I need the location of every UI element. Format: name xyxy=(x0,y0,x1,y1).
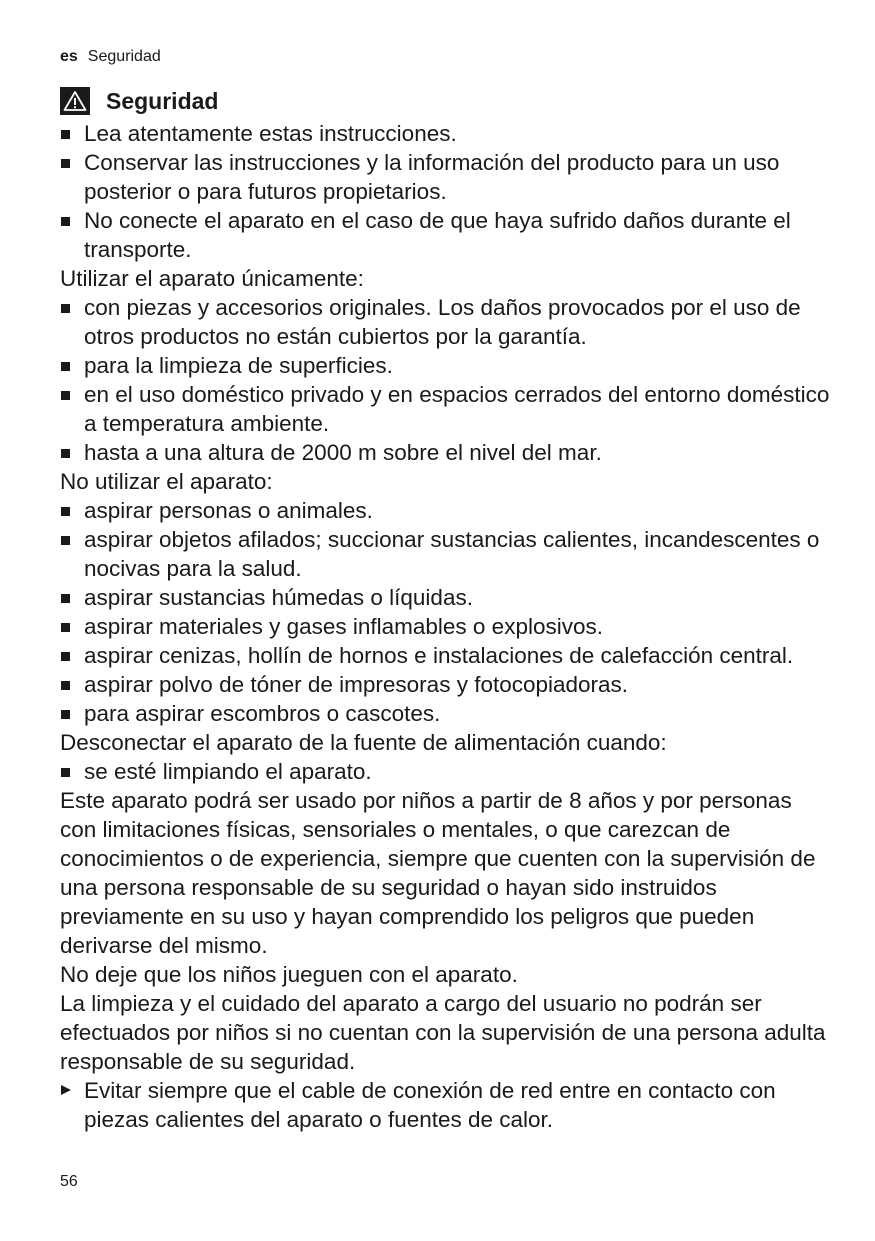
section-heading xyxy=(60,86,218,116)
children-play-paragraph: No deje que los niños jueguen con el aparato. xyxy=(60,962,518,987)
disconnect-intro: Desconectar el aparato de la fuente de alimentación cuando: xyxy=(60,730,667,755)
general-instructions-list xyxy=(60,119,830,264)
prohibited-use-intro: No utilizar el aparato: xyxy=(60,469,273,494)
list-item: para la limpieza de superficies. xyxy=(60,351,830,380)
list-item: para aspirar escombros o cascotes. xyxy=(60,699,830,728)
permitted-use-list xyxy=(60,293,830,467)
running-header xyxy=(60,47,161,67)
children-use-paragraph: Este aparato podrá ser usado por niños a partir de 8 años y por personas con limitaciones físicas, sensoriales o mentales, o que carezcan de conocimientos o de experiencia, siempre que cuenten con la supervisión de una persona responsable de su seguridad o hayan sido instruidos previamente en su uso y hayan comprendido los peligros que pueden derivarse del mismo. xyxy=(60,788,816,958)
page-number: 56 xyxy=(60,1173,78,1190)
list-item: aspirar sustancias húmedas o líquidas. xyxy=(60,583,830,612)
list-item: hasta a una altura de 2000 m sobre el nivel del mar. xyxy=(60,438,830,467)
list-item: aspirar polvo de tóner de impresoras y fotocopiadoras. xyxy=(60,670,830,699)
list-item: aspirar materiales y gases inflamables o explosivos. xyxy=(60,612,830,641)
prohibited-use-list xyxy=(60,496,830,728)
list-item: con piezas y accesorios originales. Los daños provocados por el uso de otros productos no están cubiertos por la garantía. xyxy=(60,293,830,351)
list-item: aspirar cenizas, hollín de hornos e instalaciones de calefacción central. xyxy=(60,641,830,670)
action-step: Evitar siempre que el cable de conexión de red entre en contacto con piezas calientes del aparato o fuentes de calor. xyxy=(60,1076,830,1134)
permitted-use-intro: Utilizar el aparato únicamente: xyxy=(60,266,364,291)
warning-triangle-icon xyxy=(60,87,90,115)
list-item: Lea atentamente estas instrucciones. xyxy=(60,119,830,148)
list-item: No conecte el aparato en el caso de que haya sufrido daños durante el transporte. xyxy=(60,206,830,264)
action-steps xyxy=(60,1076,830,1134)
list-item: en el uso doméstico privado y en espacios cerrados del entorno doméstico a temperatura ambiente. xyxy=(60,380,830,438)
section-title: Seguridad xyxy=(106,88,219,114)
list-item: Conservar las instrucciones y la información del producto para un uso posterior o para futuros propietarios. xyxy=(60,148,830,206)
list-item: aspirar personas o animales. xyxy=(60,496,830,525)
section-name: Seguridad xyxy=(87,48,161,65)
list-item: se esté limpiando el aparato. xyxy=(60,757,830,786)
language-code: es xyxy=(60,48,78,65)
disconnect-list xyxy=(60,757,830,786)
cleaning-paragraph: La limpieza y el cuidado del aparato a cargo del usuario no podrán ser efectuados por niños si no cuentan con la supervisión de una persona adulta responsable de su seguridad. xyxy=(60,991,826,1074)
list-item: aspirar objetos afilados; succionar sustancias calientes, incandescentes o nocivas para la salud. xyxy=(60,525,830,583)
safety-content xyxy=(60,119,830,1134)
